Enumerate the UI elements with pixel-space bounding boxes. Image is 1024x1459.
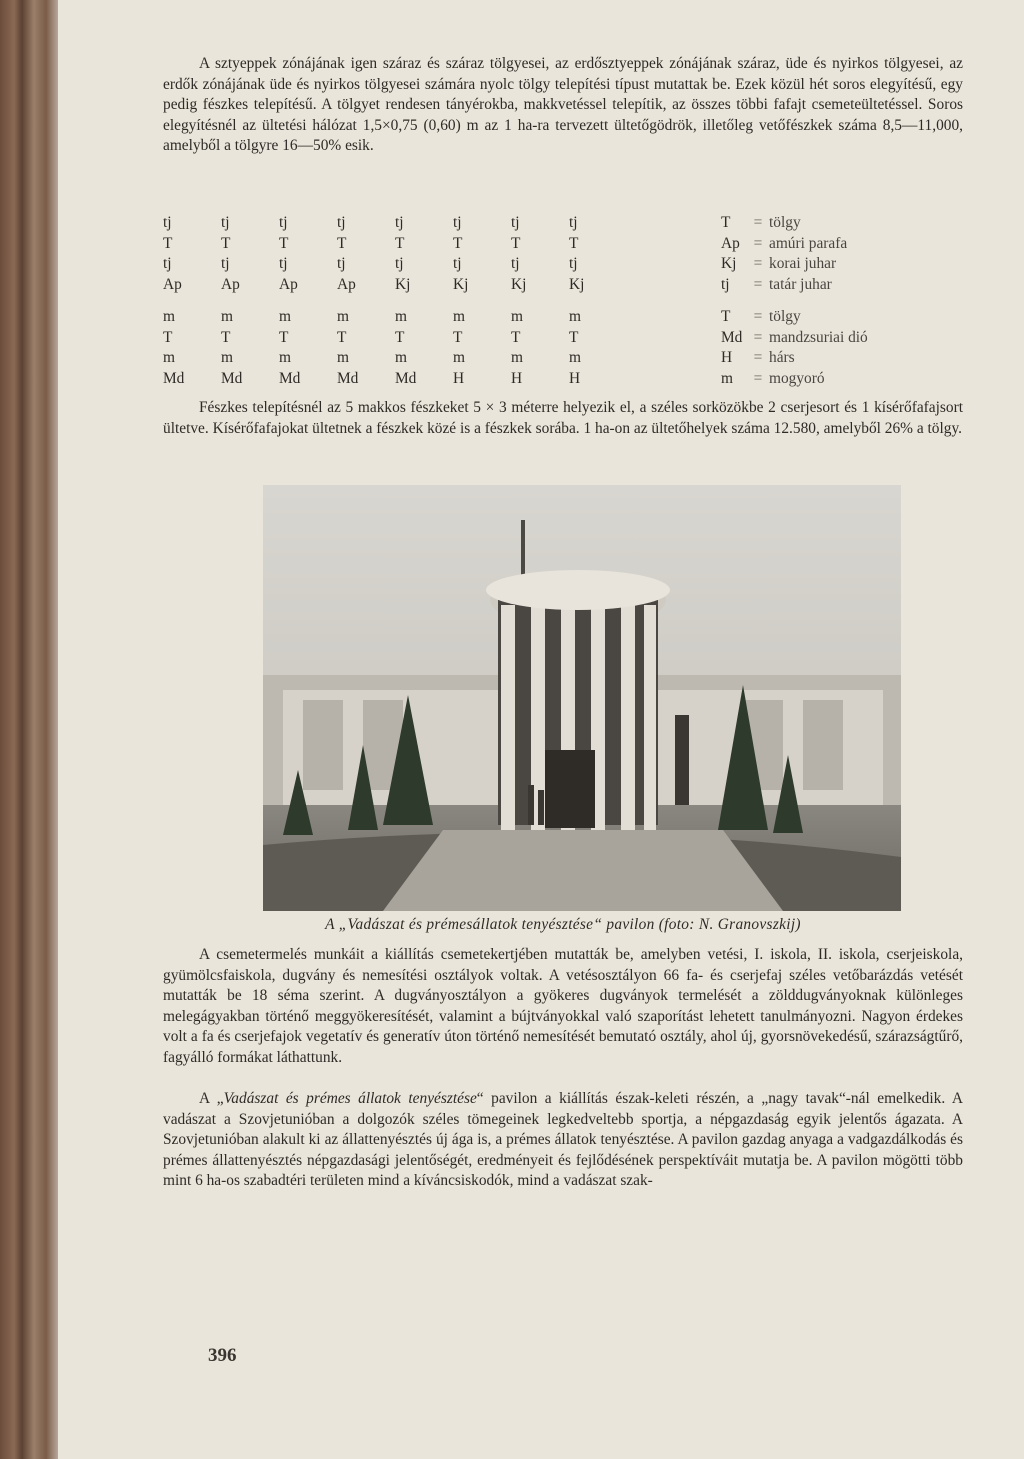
legend-key: tj (721, 275, 730, 293)
scheme1-cell: Ap (337, 275, 356, 293)
scheme2-cell: T (221, 328, 231, 346)
legend-key: T (721, 308, 731, 325)
scheme1-cell: tj (453, 214, 462, 231)
scheme1-cell: T (569, 234, 579, 252)
scheme1-cell: tj (395, 255, 404, 273)
scheme1-cell: tj (163, 255, 172, 273)
scheme1-cell: T (279, 234, 289, 252)
scheme1-cell: T (221, 234, 231, 252)
scheme2-cell: m (395, 308, 407, 325)
planting-scheme-2 (163, 307, 868, 389)
scheme2-cell: T (163, 328, 173, 346)
book-spine-edge (0, 0, 62, 1459)
scheme1-cell: tj (279, 255, 288, 273)
pavilion-illustration (263, 485, 901, 911)
scheme1-row (163, 234, 847, 255)
scheme1-cell: tj (395, 214, 404, 231)
legend-key: Kj (721, 255, 737, 273)
scheme2-cell: m (511, 308, 523, 325)
legend-equals: = (753, 275, 763, 293)
scheme1-row (163, 254, 847, 275)
scheme1-cell: Ap (221, 275, 240, 293)
photo-caption: A „Vadászat és prémesállatok tenyésztése“ pavilon (foto: N. Granovszkij) (325, 916, 801, 933)
legend-value: amúri parafa (769, 234, 848, 252)
page-number: 396 (208, 1345, 237, 1366)
scheme1-cell: T (453, 234, 463, 252)
legend-value: tölgy (769, 214, 801, 231)
paragraph-nest-planting: Fészkes telepítésnél az 5 makkos fészkeket 5 × 3 méterre helyezik el, a széles sorközökbe 2 cserjesort és 1 kísérőfafajsort ültetve. Kísérőfafajokat ültetnek a fészkek közé is a fészkek sorába. 1 ha-on az ültetőhelyek száma 12.580, amelyből 26% a tölgy. (163, 399, 963, 437)
legend-equals: = (753, 234, 763, 252)
scheme1-cell: T (337, 234, 347, 252)
scheme1-cell: Ap (279, 275, 298, 293)
scheme1-cell: tj (511, 214, 520, 231)
scheme2-row (163, 328, 868, 349)
scheme2-cell: T (453, 328, 463, 346)
scheme1-cell: tj (511, 255, 520, 273)
scheme2-cell: m (569, 308, 581, 325)
scheme1-cell: tj (337, 214, 346, 231)
scheme1-cell: tj (221, 214, 230, 231)
scheme1-cell: Kj (395, 275, 411, 293)
scheme1-cell: tj (337, 255, 346, 273)
pavilion-lead-quote: A „ (199, 1090, 224, 1107)
scheme2-cell: m (279, 308, 291, 325)
legend-key: T (721, 214, 731, 231)
pavilion-photo (263, 485, 901, 911)
scheme1-row (163, 213, 847, 234)
scheme1-cell: Ap (163, 275, 182, 293)
scheme1-cell: T (163, 234, 173, 252)
scheme1-row (163, 275, 847, 296)
legend-value: mandzsuriai dió (769, 328, 868, 346)
legend-key: Ap (721, 234, 740, 252)
scheme2-cell: m (453, 349, 465, 367)
legend-value: hárs (769, 349, 795, 367)
scheme2-cell: H (511, 369, 523, 387)
scheme2-cell: m (221, 349, 233, 367)
scheme2-cell: H (569, 369, 581, 387)
paragraph-planting-types: A sztyeppek zónájának igen száraz és száraz tölgyesei, az erdősztyeppek zónájának száraz, üde és nyirkos tölgyesei, az erdők zónájának üde és nyirkos tölgyesei számára nyolc tölgy telepítési típust mutattak be. Ezek közül hét soros elegyítésű, egy pedig fészkes telepítésű. A tölgyet rendesen tányérokba, makkvetéssel telepítik, az összes többi fafajt csemeteültetéssel. Soros elegyítésnél az ültetési hálózat 1,5×0,75 (0,60) m az 1 ha-ra tervezett ültetőgödrök, illetőleg vetőfészkek száma 8,5—11,000, amelyből a tölgyre 16—50% esik. (163, 55, 963, 155)
legend-value: korai juhar (769, 255, 837, 273)
legend-value: mogyoró (769, 369, 825, 387)
scheme2-cell: m (163, 308, 175, 325)
scheme2-cell: T (511, 328, 521, 346)
scheme2-cell: m (337, 308, 349, 325)
legend-key: Md (721, 328, 743, 346)
legend-equals: = (753, 349, 763, 367)
scheme2-cell: m (279, 349, 291, 367)
scheme1-cell: Kj (511, 275, 527, 293)
scheme1-cell: Kj (569, 275, 585, 293)
planting-scheme-1 (163, 213, 847, 295)
scheme2-cell: m (337, 349, 349, 367)
scheme2-cell: m (511, 349, 523, 367)
scheme2-cell: T (337, 328, 347, 346)
legend-key: m (721, 369, 733, 387)
pavilion-description: “ pavilon a kiállítás észak-keleti részén, a „nagy tavak“-nál emelkedik. A vadászat a Szovjetunióban a dolgozók széles tömegeinek legkedveltebb sportja, a népgazdaság egyik jelentős ágazata. A Szovjetunióban alakult ki az állattenyésztés új ága is, a prémes állatok tenyésztése. A pavilon gazdag anyaga a vadgazdálkodás és prémes állattenyésztés népgazdasági jelentőségét, eredményeit és fejlődésének perspektíváit mutatja be. A pavilon mögötti több mint 6 ha-os szabadtéri területen mind a kíváncsiskodók, mind a vadászat szak- (163, 1090, 963, 1190)
paragraph-hunting-pavilion (163, 1089, 963, 1192)
scheme2-row (163, 307, 868, 328)
legend-equals: = (753, 369, 763, 387)
paragraph-nursery: A csemetermelés munkáit a kiállítás csemetekertjében mutatták be, amelyben vetési, I. iskola, II. iskola, cserjeiskola, gyümölcsfaiskola, dugvány és nemesítési osztályok voltak. A vetésosztályon 66 fa- és cserjefaj széles vetőbarázdás vetését mutatták be 18 séma szerint. A dugványosztályon a gyökeres dugványok termelését a zölddugványoknak különleges melegágyakban történő meggyökeresítését, valamint a bújtványokkal való szaporítást lehetett tanulmányozni. Nagyon érdekes volt a fa és cserjefajok vegetatív és generatív úton történő nemesítését bemutató osztály, ahol új, gyorsnövekedésű, szárazságtűrő, fagyálló formákat láthattunk. (163, 946, 963, 1066)
legend-equals: = (753, 255, 763, 273)
scheme1-cell: Kj (453, 275, 469, 293)
scheme1-cell: tj (569, 255, 578, 273)
scheme2-cell: T (279, 328, 289, 346)
scheme1-cell: tj (569, 214, 578, 231)
scheme2-cell: T (569, 328, 579, 346)
scheme2-cell: H (453, 369, 465, 387)
legend-equals: = (753, 328, 763, 346)
scheme2-cell: Md (395, 369, 417, 387)
scheme2-row (163, 369, 868, 390)
legend-equals: = (753, 214, 763, 231)
scheme1-cell: T (511, 234, 521, 252)
scheme1-cell: T (395, 234, 405, 252)
legend-value: tatár juhar (769, 275, 832, 293)
pavilion-name: Vadászat és prémes állatok tenyésztése (223, 1090, 477, 1107)
scheme1-cell: tj (163, 214, 172, 231)
scheme2-cell: Md (337, 369, 359, 387)
legend-value: tölgy (769, 308, 801, 325)
scheme2-cell: T (395, 328, 405, 346)
scheme2-cell: Md (163, 369, 185, 387)
scheme2-cell: m (221, 308, 233, 325)
scheme2-row (163, 348, 868, 369)
book-page (58, 0, 1024, 1459)
scheme2-cell: m (569, 349, 581, 367)
scheme1-cell: tj (221, 255, 230, 273)
legend-key: H (721, 349, 733, 367)
scheme1-cell: tj (453, 255, 462, 273)
scheme2-cell: m (453, 308, 465, 325)
scheme2-cell: Md (221, 369, 243, 387)
legend-equals: = (753, 308, 763, 325)
scheme2-cell: Md (279, 369, 301, 387)
scheme1-cell: tj (279, 214, 288, 231)
scheme2-cell: m (395, 349, 407, 367)
scheme2-cell: m (163, 349, 175, 367)
